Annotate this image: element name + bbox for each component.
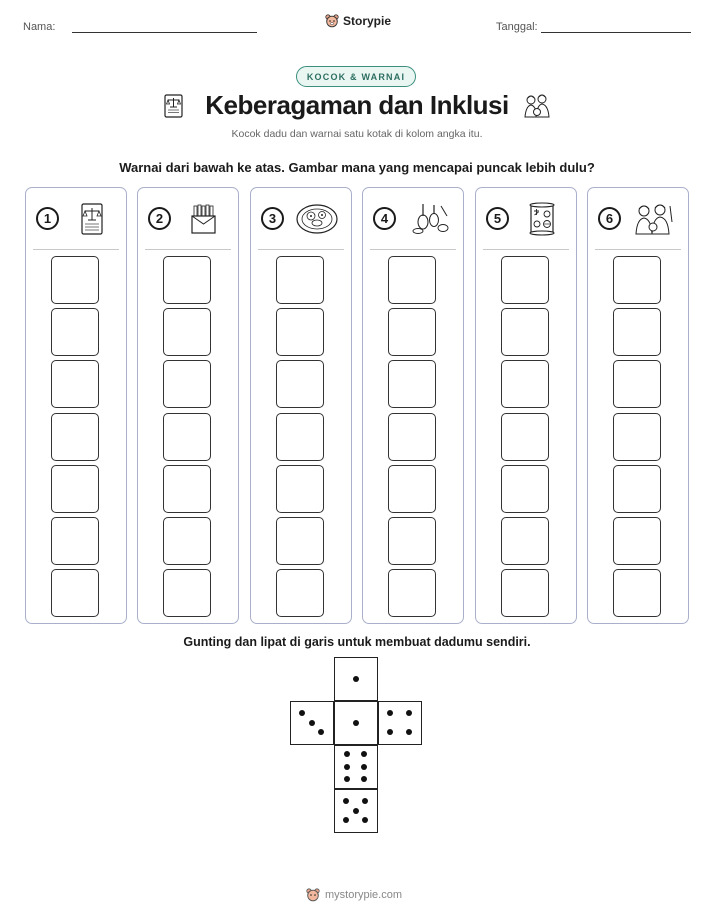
color-box[interactable] — [501, 308, 549, 356]
color-box[interactable] — [163, 569, 211, 617]
brand-logo — [325, 14, 391, 28]
color-box[interactable] — [51, 517, 99, 565]
color-box[interactable] — [276, 256, 324, 304]
column-5 — [475, 187, 577, 624]
color-box[interactable] — [613, 308, 661, 356]
color-box[interactable] — [501, 569, 549, 617]
color-box[interactable] — [388, 308, 436, 356]
dice-pip — [344, 751, 350, 757]
column-divider — [145, 249, 231, 250]
dice-pip — [299, 710, 305, 716]
color-box[interactable] — [388, 465, 436, 513]
column-number: 6 — [598, 207, 621, 230]
dice-pip — [361, 751, 367, 757]
dice-pip — [387, 729, 393, 735]
column-3 — [250, 187, 352, 624]
musical-instruments-icon — [407, 202, 451, 236]
dice-face-6 — [334, 745, 378, 789]
column-header — [596, 202, 680, 236]
color-box[interactable] — [501, 360, 549, 408]
food-plate-icon — [295, 202, 339, 236]
name-line[interactable] — [72, 32, 257, 33]
column-number: 3 — [261, 207, 284, 230]
color-box[interactable] — [501, 465, 549, 513]
color-box[interactable] — [276, 569, 324, 617]
column-header — [484, 202, 568, 236]
dice-pip — [353, 676, 359, 682]
color-box[interactable] — [501, 256, 549, 304]
footer — [306, 888, 402, 902]
color-box[interactable] — [163, 465, 211, 513]
dice-pip — [344, 764, 350, 770]
dice-pip — [406, 710, 412, 716]
diverse-friends-icon — [632, 202, 676, 236]
column-header — [259, 202, 343, 236]
dice-face-5 — [334, 789, 378, 833]
date-line[interactable] — [541, 32, 691, 33]
dice-pip — [353, 720, 359, 726]
color-box[interactable] — [276, 308, 324, 356]
footer-url[interactable]: mystorypie.com — [325, 889, 403, 901]
dice-pip — [344, 776, 350, 782]
color-box[interactable] — [51, 465, 99, 513]
color-box[interactable] — [276, 517, 324, 565]
dice-face-4 — [378, 701, 422, 745]
color-box[interactable] — [613, 413, 661, 461]
color-box[interactable] — [51, 256, 99, 304]
column-4 — [362, 187, 464, 624]
color-box[interactable] — [163, 413, 211, 461]
color-box[interactable] — [613, 465, 661, 513]
dice-pip — [406, 729, 412, 735]
brand-name: Storypie — [343, 14, 392, 28]
cut-instruction: Gunting dan lipat di garis untuk membuat dadumu sendiri. — [183, 635, 531, 649]
column-number: 2 — [148, 207, 171, 230]
dice-face-3 — [290, 701, 334, 745]
column-divider — [595, 249, 681, 250]
name-label: Nama: — [23, 21, 56, 33]
color-box[interactable] — [613, 360, 661, 408]
dice-pip — [362, 798, 368, 804]
color-box[interactable] — [501, 413, 549, 461]
crayon-box-icon — [182, 202, 226, 236]
column-divider — [370, 249, 456, 250]
column-number: 5 — [486, 207, 509, 230]
color-box[interactable] — [51, 308, 99, 356]
dice-face-1 — [334, 701, 378, 745]
instruction-text: Warnai dari bawah ke atas. Gambar mana yang mencapai puncak lebih dulu? — [119, 160, 595, 175]
color-box[interactable] — [613, 569, 661, 617]
activity-badge-text: KOCOK & WARNAI — [306, 71, 406, 82]
activity-badge — [296, 66, 416, 87]
color-box[interactable] — [163, 517, 211, 565]
column-2 — [137, 187, 239, 624]
column-divider — [258, 249, 344, 250]
column-number: 4 — [373, 207, 396, 230]
color-box[interactable] — [51, 413, 99, 461]
column-1 — [25, 187, 127, 624]
color-box[interactable] — [388, 256, 436, 304]
column-header — [34, 202, 118, 236]
dice-pip — [318, 729, 324, 735]
dice-face-1 — [334, 657, 378, 701]
color-box[interactable] — [163, 256, 211, 304]
dice-pip — [343, 817, 349, 823]
bear-icon — [306, 888, 320, 902]
dice-pip — [362, 817, 368, 823]
color-box[interactable] — [388, 360, 436, 408]
color-box[interactable] — [163, 308, 211, 356]
bear-icon — [325, 14, 339, 28]
dice-pip — [309, 720, 315, 726]
column-header — [371, 202, 455, 236]
color-box[interactable] — [276, 360, 324, 408]
color-box[interactable] — [613, 517, 661, 565]
dice-pip — [361, 764, 367, 770]
color-box[interactable] — [51, 569, 99, 617]
page-title: Keberagaman dan Inklusi — [205, 90, 509, 120]
color-box[interactable] — [51, 360, 99, 408]
column-divider — [483, 249, 569, 250]
column-header — [146, 202, 230, 236]
color-box[interactable] — [276, 413, 324, 461]
dice-pip — [343, 798, 349, 804]
diverse-friends-icon — [522, 91, 552, 121]
color-box[interactable] — [388, 413, 436, 461]
column-divider — [33, 249, 119, 250]
color-box[interactable] — [276, 465, 324, 513]
color-box[interactable] — [501, 517, 549, 565]
dice-pip — [361, 776, 367, 782]
column-number: 1 — [36, 207, 59, 230]
color-box[interactable] — [163, 360, 211, 408]
language-scroll-icon — [520, 202, 564, 236]
color-box[interactable] — [388, 517, 436, 565]
page-subtitle: Kocok dadu dan warnai satu kotak di kolom angka itu. — [231, 128, 483, 140]
color-box[interactable] — [613, 256, 661, 304]
column-6 — [587, 187, 689, 624]
color-box[interactable] — [388, 569, 436, 617]
dice-pip — [353, 808, 359, 814]
scales-document-icon — [70, 202, 114, 236]
date-label: Tanggal: — [496, 21, 538, 33]
dice-pip — [387, 710, 393, 716]
